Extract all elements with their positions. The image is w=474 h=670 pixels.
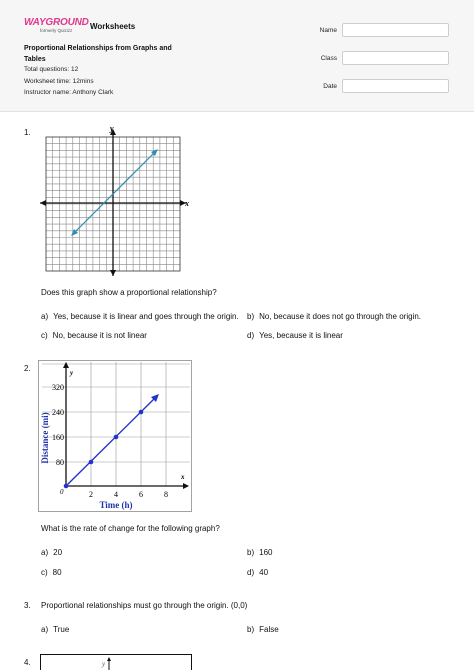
option-text: No, because it is not linear [52, 331, 147, 340]
question-2-graph [38, 360, 194, 515]
y-axis-down-arrow [110, 270, 116, 276]
option-text: 40 [259, 568, 269, 577]
x-tick-label: 8 [164, 490, 168, 499]
x-tick-label: 6 [139, 490, 143, 499]
x-tick-label: 4 [114, 490, 118, 499]
question-2-option-d[interactable] [247, 568, 268, 577]
option-text: 20 [53, 548, 63, 557]
graph-frame [41, 655, 192, 670]
y-tick-label: 320 [52, 383, 64, 392]
question-1-option-b[interactable] [247, 312, 421, 321]
question-4-number: 4. [24, 658, 31, 667]
option-text: 160 [259, 548, 273, 557]
instructor-name: Instructor name: Anthony Clark [24, 89, 114, 96]
brand-name: WAYGROUND [24, 17, 89, 28]
question-1-option-c[interactable] [41, 331, 147, 340]
data-point [114, 435, 119, 440]
question-3-number: 3. [24, 601, 31, 610]
option-letter: d) [247, 331, 255, 340]
brand-subtitle: formerly Quizizz [40, 28, 73, 33]
option-text: Yes, because it is linear [259, 331, 343, 340]
origin-label: 0 [60, 488, 64, 496]
worksheet-title: Proportional Relationships from Graphs and Tables [24, 45, 172, 63]
data-point [89, 460, 94, 465]
x-axis-label: x [185, 199, 189, 208]
data-point [64, 484, 69, 489]
option-letter: a) [41, 625, 49, 634]
option-letter: b) [247, 548, 255, 557]
data-point [139, 410, 144, 415]
worksheet-time: Worksheet time: 12mins [24, 78, 94, 85]
option-letter: a) [41, 548, 49, 557]
option-letter: d) [247, 568, 255, 577]
y-tick-label: 80 [56, 458, 64, 467]
class-field[interactable] [342, 51, 449, 65]
question-1-text: Does this graph show a proportional relationship? [41, 288, 217, 297]
name-field[interactable] [342, 23, 449, 37]
question-2-text: What is the rate of change for the following graph? [41, 524, 220, 533]
option-text: True [53, 625, 70, 634]
option-letter: c) [41, 568, 48, 577]
total-questions: Total questions: 12 [24, 66, 79, 73]
y-axis-label: y [102, 660, 106, 668]
question-3-option-a[interactable] [41, 625, 69, 634]
option-text: No, because it does not go through the origin. [259, 312, 422, 321]
y-axis-title: Distance (mi) [40, 412, 50, 464]
question-1-number: 1. [24, 128, 31, 137]
x-tick-label: 2 [89, 490, 93, 499]
question-1-option-a[interactable] [41, 312, 239, 321]
option-letter: a) [41, 312, 49, 321]
question-1-option-d[interactable] [247, 331, 343, 340]
graph-line [73, 151, 156, 234]
date-field[interactable] [342, 79, 449, 93]
x-axis-left-arrow [40, 200, 46, 206]
question-4-graph [40, 654, 193, 670]
option-letter: b) [247, 312, 255, 321]
option-text: 80 [52, 568, 62, 577]
brand-logo [24, 15, 88, 37]
x-axis-variable: x [181, 473, 185, 481]
question-2-number: 2. [24, 364, 31, 373]
question-2-option-b[interactable] [247, 548, 272, 557]
option-letter: c) [41, 331, 48, 340]
x-axis-title: Time (h) [99, 500, 133, 510]
worksheet-header [0, 0, 474, 112]
y-tick-label: 160 [52, 433, 64, 442]
y-tick-label: 240 [52, 408, 64, 417]
date-label: Date [323, 83, 337, 90]
section-label: Worksheets [90, 22, 136, 31]
class-label: Class [320, 55, 337, 62]
name-label: Name [319, 27, 337, 34]
question-2-option-c[interactable] [41, 568, 62, 577]
y-axis-label: y [110, 124, 114, 133]
question-1-graph [38, 122, 194, 277]
y-axis-variable: y [70, 369, 74, 377]
question-3-text: Proportional relationships must go through the origin. (0,0) [41, 601, 248, 610]
option-text: False [259, 625, 279, 634]
option-text: Yes, because it is linear and goes through the origin. [53, 312, 239, 321]
question-3-option-b[interactable] [247, 625, 279, 634]
question-2-option-a[interactable] [41, 548, 62, 557]
option-letter: b) [247, 625, 255, 634]
